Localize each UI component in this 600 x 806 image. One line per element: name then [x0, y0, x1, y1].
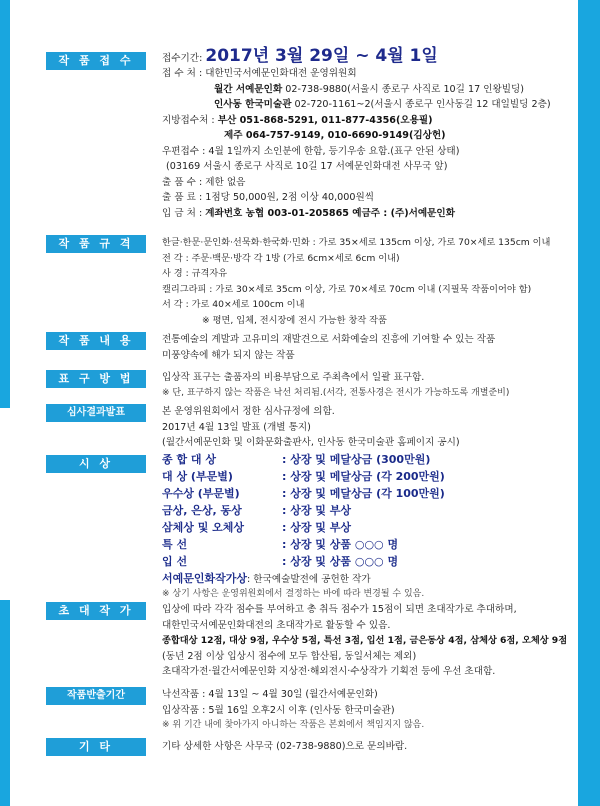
- section-label: 초 대 작 가: [46, 602, 146, 620]
- prize-name: 삼체상 및 오체상: [162, 521, 245, 534]
- invited-line-1: 입상에 따라 각각 점수를 부여하고 총 취득 점수가 15점이 되면 초대작가로 추대하며,: [162, 604, 517, 615]
- return-line-3: ※ 위 기간 내에 찾아가지 아니하는 작품은 본회에서 책임지지 않음.: [162, 720, 425, 730]
- prize-desc: : 상장 및 메달상금 (300만원): [282, 453, 431, 466]
- invited-line-2: 대한민국서예문인화대전의 초대작가로 활동할 수 있음.: [162, 619, 391, 631]
- special-prize-desc: : 한국예술발전에 공헌한 작가: [247, 574, 371, 585]
- account-line: [162, 206, 578, 222]
- place2-line: [162, 97, 578, 113]
- invited-line-3: 종합대상 12점, 대상 9점, 우수상 5점, 특선 3점, 입선 1점, 금은동상 4점, 삼체상 6점, 오체상 9점: [162, 635, 568, 646]
- section-label: 작 품 접 수: [46, 52, 146, 70]
- prize-name: 종 합 대 상: [162, 453, 216, 466]
- framing-line-1: 입상작 표구는 출품자의 비용부담으로 주최측에서 일괄 표구함.: [162, 372, 425, 383]
- period-value: 2017년 3월 29일 ~ 4월 1일: [205, 46, 438, 66]
- special-prize-name: 서예문인화작가상: [162, 572, 248, 585]
- results-line-3: (월간서예문인화 및 이화문화출판사, 인사동 한국미술관 홈페이지 공시): [162, 437, 460, 448]
- spec-value: 규격자유: [191, 268, 228, 279]
- prize-name: 대 상 (부문별): [162, 470, 233, 483]
- return-line-1: 낙선작품 : 4월 13일 ~ 4월 30일 (월간서예문인화): [162, 689, 378, 700]
- section-label: 심사결과발표: [46, 404, 146, 422]
- fee-value: 1점당 50,000원, 2점 이상 40,000원씩: [205, 192, 374, 203]
- prize-desc: : 상장 및 상품 ○○○ 명: [282, 555, 399, 568]
- spec-key: 전 각 :: [162, 252, 189, 264]
- mail-line-1: [162, 144, 578, 160]
- prize-name: 특 선: [162, 538, 188, 551]
- place-line: [162, 66, 578, 82]
- place-org: 대한민국서예문인화대전 운영위원회: [205, 68, 357, 79]
- spec-line-1: 한글·한문·문인화·선묵화·한국화·민화 : 가로 35×세로 135cm 이상, 가로 70×세로 135cm 이내: [162, 237, 551, 248]
- framing-line-2: ※ 단, 표구하지 않는 작품은 낙선 처리됨.(서각, 전통사경은 전시가 가능하도록 개별준비): [162, 387, 510, 398]
- spec-line-5: [162, 297, 578, 313]
- place1-line: [162, 82, 578, 98]
- prize-name: 입 선: [162, 555, 188, 568]
- prize-row: [162, 485, 578, 502]
- left-edge-band-top: [0, 0, 10, 408]
- count-value: 제한 없음: [205, 176, 246, 188]
- special-prize-row: [162, 570, 578, 587]
- spec-value: 가로 40×세로 100cm 이내: [191, 299, 305, 310]
- prize-row: [162, 468, 578, 485]
- left-edge: [0, 0, 16, 806]
- spec-line-4: [162, 282, 578, 298]
- section-content: [162, 370, 578, 401]
- local2: 제주 064-757-9149, 010-6690-9149(김상헌): [224, 130, 446, 141]
- place1-name: 월간 서예문인화: [214, 83, 283, 95]
- mail-key: 우편접수 :: [162, 145, 206, 157]
- section-content: [162, 404, 578, 451]
- mail1: 4월 1일까지 소인분에 한함, 등기우송 요함.(표구 안된 상태): [208, 145, 460, 157]
- section-label: 표 구 방 법: [46, 370, 146, 388]
- invited-line-4: (동년 2점 이상 입상시 점수에 모두 합산됨, 동일서체는 제외): [162, 650, 417, 662]
- invited-line-5: 초대작가전·월간서예문인화 지상전·해외전시·수상작가 기획전 등에 우선 초대함.: [162, 666, 496, 677]
- count-line: [162, 175, 578, 191]
- local1: 부산 051-868-5291, 011-877-4356(오용필): [217, 114, 433, 126]
- section-content: [162, 235, 578, 328]
- section-label: 기 타: [46, 738, 146, 756]
- spec-key: 캘리그라피 :: [162, 283, 213, 295]
- place1-detail: 02-738-9880(서울시 종로구 사직로 10길 17 인왕빌딩): [285, 83, 525, 95]
- account-key: 입 금 처 :: [162, 207, 203, 219]
- fee-key: 출 품 료 :: [162, 192, 203, 203]
- spec-key: 서 각 :: [162, 299, 189, 310]
- prize-row: [162, 536, 578, 553]
- mail2: (03169 서울시 종로구 사직로 10길 17 서예문인화대전 사무국 앞): [166, 161, 448, 172]
- left-edge-band-bottom: [0, 600, 10, 806]
- prize-row: [162, 553, 578, 570]
- awards-note: ※ 상기 사항은 운영위원회에서 결정하는 바에 따라 변경될 수 있음.: [162, 589, 425, 599]
- spec-line-6: ※ 평면, 입체, 전시장에 전시 가능한 창작 작품: [202, 314, 387, 326]
- prize-desc: : 상장 및 부상: [282, 521, 352, 534]
- prize-desc: : 상장 및 부상: [282, 504, 352, 517]
- prize-desc: : 상장 및 메달상금 (각 100만원): [282, 487, 445, 500]
- section-content: [162, 332, 578, 363]
- return-line-2: 입상작품 : 5월 16일 오후2시 이후 (인사동 한국미술관): [162, 704, 395, 716]
- content-line-2: 미풍양속에 해가 되지 않는 작품: [162, 349, 295, 361]
- local-key: 지방접수처 :: [162, 114, 215, 126]
- prize-row: [162, 519, 578, 536]
- spec-value: 주문·백문·방각 각 1방 (가로 6cm×세로 6cm 이내): [191, 252, 400, 264]
- section-label: 작 품 규 격: [46, 235, 146, 253]
- etc-line-1: 기타 상세한 사항은 사무국 (02-738-9880)으로 문의바람.: [162, 741, 408, 752]
- count-key: 출 품 수 :: [162, 176, 203, 188]
- spec-key: 사 경 :: [162, 268, 189, 279]
- local-line-2: [162, 128, 578, 144]
- spec-line-3: [162, 266, 578, 282]
- results-line-2: 2017년 4월 13일 발표 (개별 통지): [162, 421, 311, 433]
- account-value: 계좌번호 농협 003-01-205865 예금주 : (주)서예문인화: [205, 207, 455, 219]
- section-content: [162, 687, 578, 734]
- place-key: 접 수 처 :: [162, 68, 203, 79]
- section-content: [162, 451, 578, 603]
- period-line: [162, 46, 578, 66]
- spec-value: 가로 30×세로 35cm 이상, 가로 70×세로 70cm 이내 (지필묵 작품이어야 함): [215, 283, 532, 295]
- local-line-1: [162, 113, 578, 129]
- prize-desc: : 상장 및 상품 ○○○ 명: [282, 538, 399, 551]
- section-label: 시 상: [46, 455, 146, 473]
- place2-name: 인사동 한국미술관: [214, 99, 292, 110]
- section-content: [162, 739, 578, 755]
- prize-name: 우수상 (부문별): [162, 487, 240, 500]
- fee-line: [162, 190, 578, 206]
- prize-desc: : 상장 및 메달상금 (각 200만원): [282, 470, 445, 483]
- period-key: 접수기간:: [162, 53, 203, 64]
- section-label: 작 품 내 용: [46, 332, 146, 350]
- application-guide-page: [16, 0, 578, 806]
- prize-row: [162, 451, 578, 468]
- section-content: [162, 46, 578, 221]
- section-content: [162, 602, 578, 680]
- place2-detail: 02-720-1161~2(서울시 종로구 인사동길 12 대일빌딩 2층): [294, 99, 551, 110]
- mail-line-2: [162, 159, 578, 175]
- section-label: 작품반출기간: [46, 687, 146, 705]
- spec-line-2: [162, 251, 578, 267]
- prize-row: [162, 502, 578, 519]
- prize-name: 금상, 은상, 동상: [162, 504, 242, 517]
- content-line-1: 전통예술의 계발과 고유미의 재발견으로 서화예술의 진흥에 기여할 수 있는 작품: [162, 334, 496, 345]
- results-line-1: 본 운영위원회에서 정한 심사규정에 의함.: [162, 406, 335, 417]
- right-edge-band: [578, 0, 600, 806]
